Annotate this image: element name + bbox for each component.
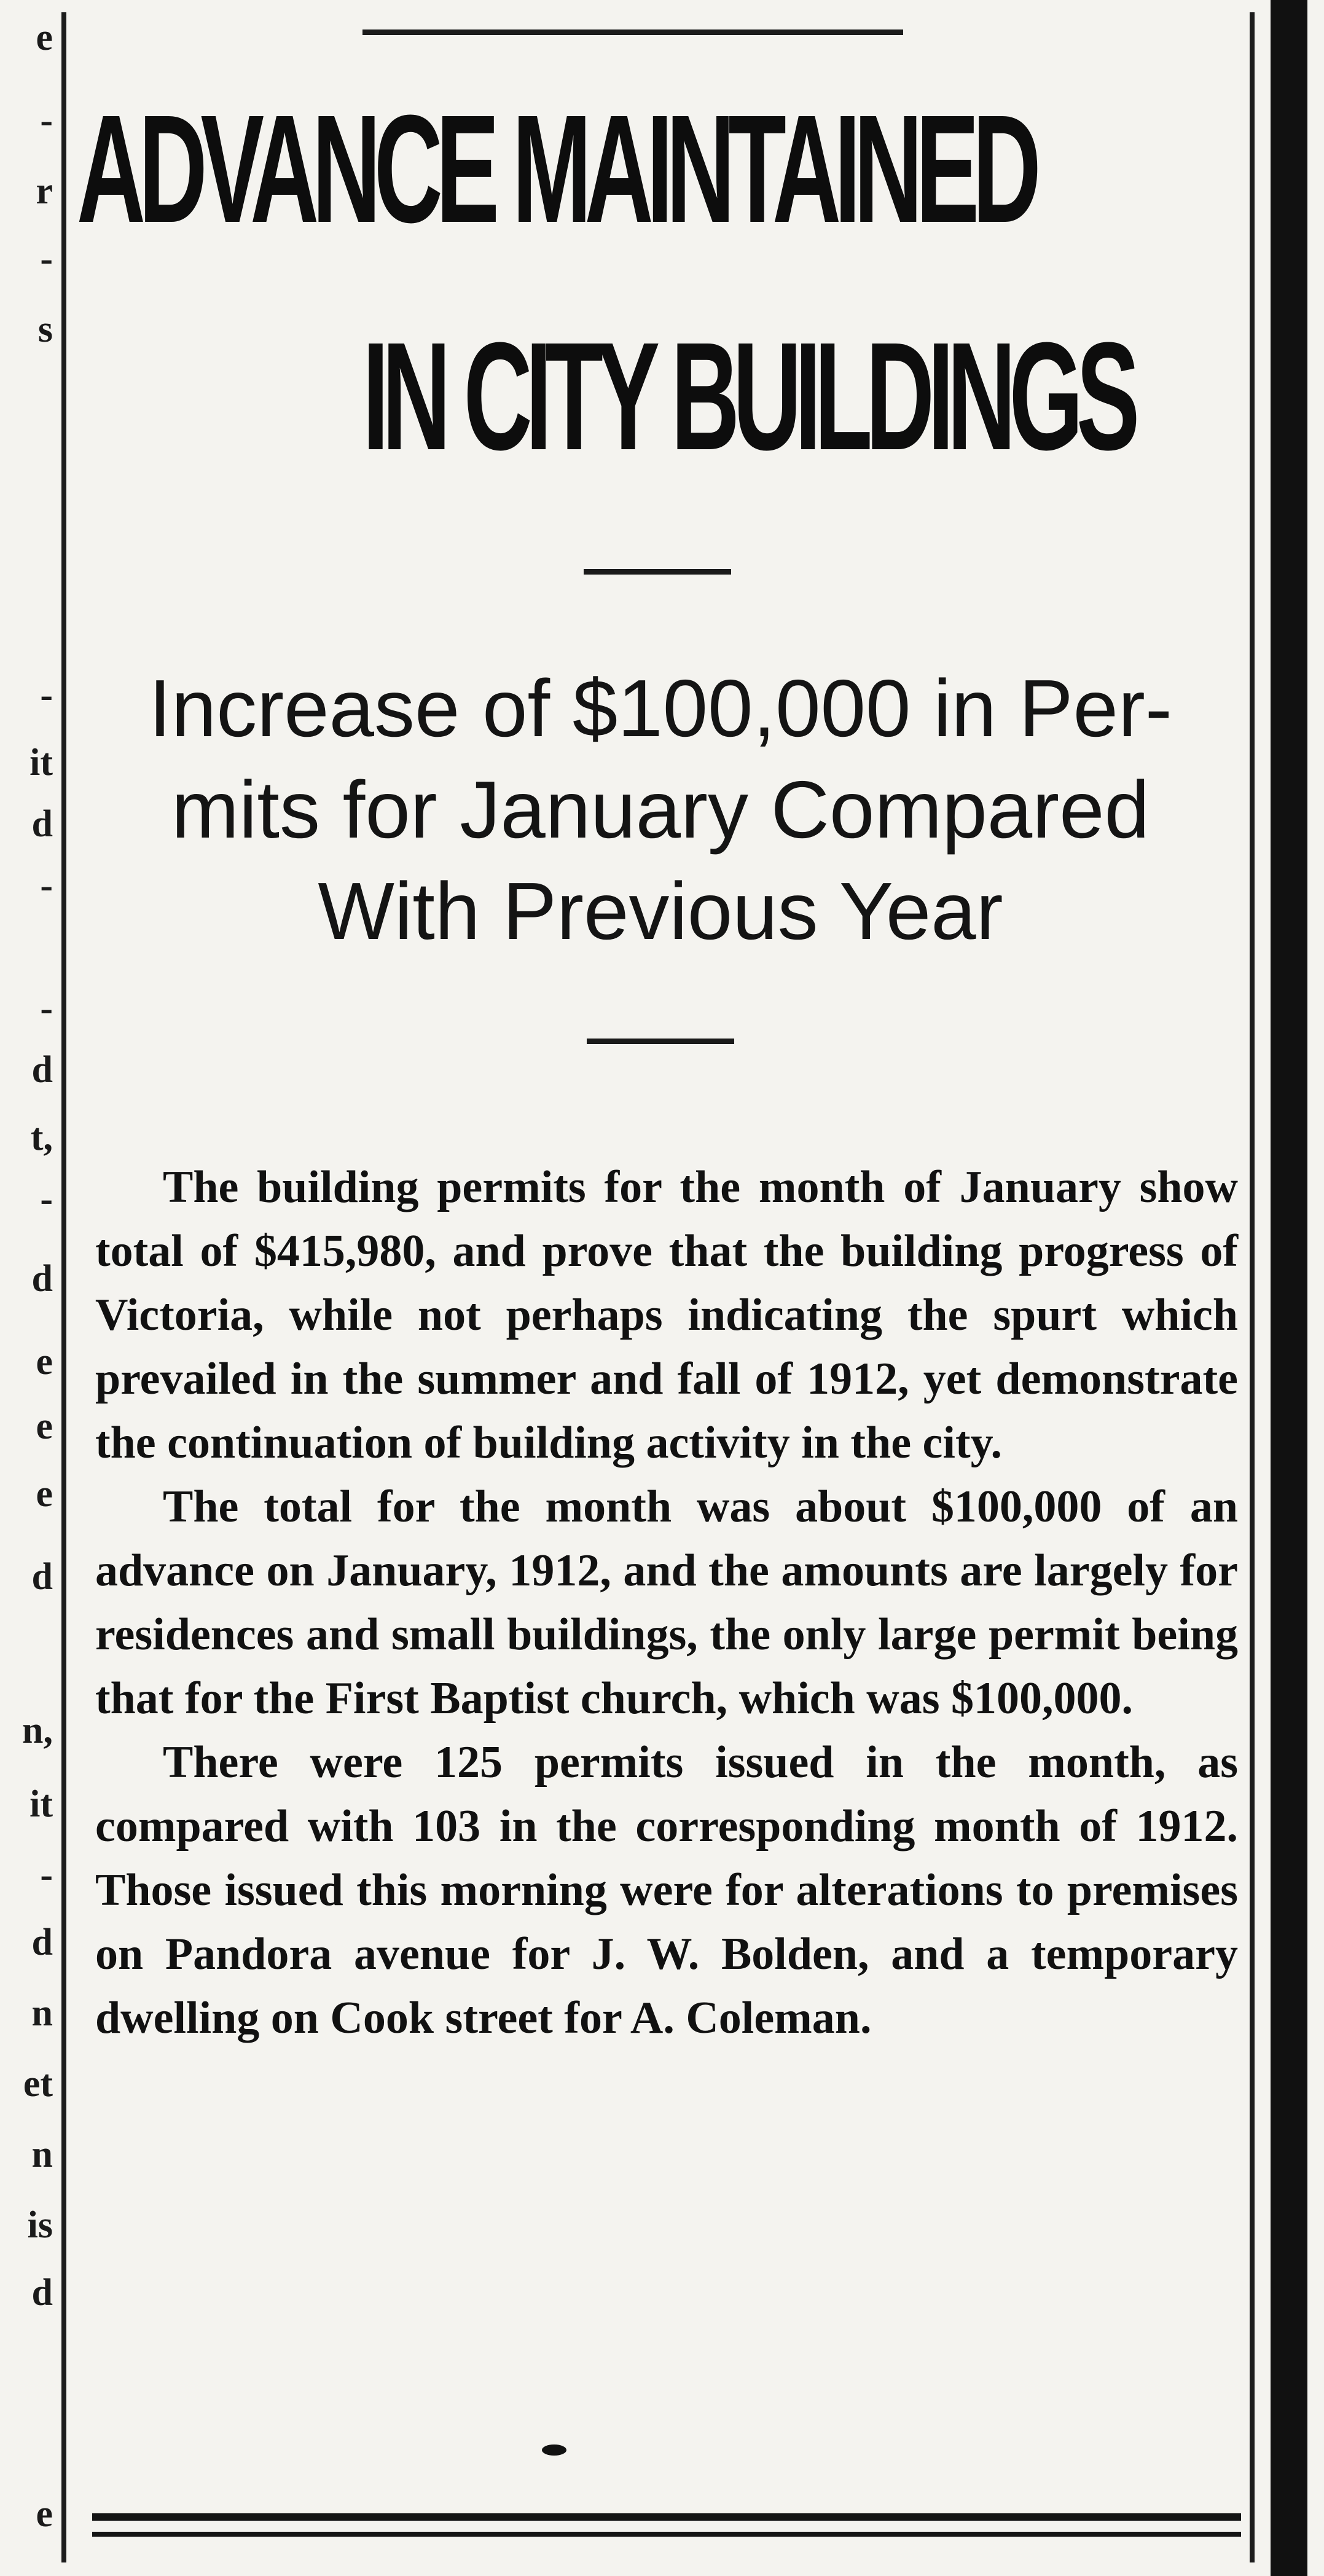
gutter-fragment: it (29, 1783, 53, 1825)
subheadline-deck (83, 658, 1238, 962)
gutter-fragment: d (31, 2272, 53, 2314)
deck-line: mits for January Compared (171, 764, 1150, 855)
gutter-fragment: d (31, 1258, 53, 1300)
gutter-fragment: n (31, 1992, 53, 2034)
column-rule-left (61, 12, 66, 2562)
gutter-fragment: d (31, 1922, 53, 1963)
gutter-fragment: - (40, 1178, 53, 1220)
top-rule (362, 29, 903, 35)
headline-divider (584, 569, 731, 575)
gutter-fragment: e (36, 1341, 53, 1383)
gutter-fragment: e (36, 17, 53, 58)
gutter-fragment: is (27, 2204, 53, 2246)
body-paragraph: The building permits for the month of January show total of $415,980, and prove that the building progress of Victoria, while not perhaps indicating the spurt which prevailed in the summer and fall of 1912, yet demonstrate the continuation of building activity in the city. (95, 1162, 1238, 1468)
deck-divider (587, 1039, 734, 1044)
gutter-fragment: n (31, 2134, 53, 2175)
gutter-fragment: d (31, 803, 53, 845)
article-body (95, 1155, 1238, 2050)
gutter-fragment: n, (22, 1710, 53, 1751)
gutter-fragment: - (40, 100, 53, 141)
gutter-fragment: s (37, 308, 53, 350)
gutter-fragment: e (36, 1405, 53, 1447)
gutter-fragment: - (40, 674, 53, 716)
bottom-rule (92, 2513, 1241, 2521)
column-rule-right (1250, 12, 1255, 2562)
gutter-fragment: t, (30, 1117, 53, 1158)
gutter-fragment: - (40, 988, 53, 1029)
gutter-fragment: - (40, 238, 53, 280)
gutter-fragment: d (31, 1049, 53, 1091)
gutter-fragment: it (29, 742, 53, 783)
deck-line: Increase of $100,000 in Per- (149, 663, 1172, 753)
gutter-fragment: et (23, 2063, 53, 2105)
column-border-right (1271, 0, 1307, 2576)
left-gutter-adjacent-column (0, 0, 58, 2576)
bottom-rule (92, 2532, 1241, 2537)
gutter-fragment: d (31, 1556, 53, 1598)
headline-line-2: IN CITY BUILDINGS (362, 310, 1134, 482)
gutter-fragment: e (36, 1473, 53, 1515)
headline-line-1: ADVANCE MAINTAINED (77, 83, 1035, 254)
body-paragraph: There were 125 permits issued in the month, as compared with 103 in the corresponding month of 1912. Those issued this morning were for alterations to premises on Pandora avenue for J. W. Bolden, and a temporary dwelling on Cook street for A. Coleman. (95, 1737, 1238, 2043)
body-paragraph: The total for the month was about $100,000 of an advance on January, 1912, and the amounts are largely for residences and small buildings, the only large permit being that for the First Baptist church, which was $100,000. (95, 1482, 1238, 1724)
deck-line: With Previous Year (318, 866, 1003, 956)
gutter-fragment: e (36, 2493, 53, 2535)
ink-mark (542, 2444, 566, 2456)
gutter-fragment: - (40, 865, 53, 906)
gutter-fragment: - (40, 1854, 53, 1896)
gutter-fragment: r (36, 170, 53, 212)
